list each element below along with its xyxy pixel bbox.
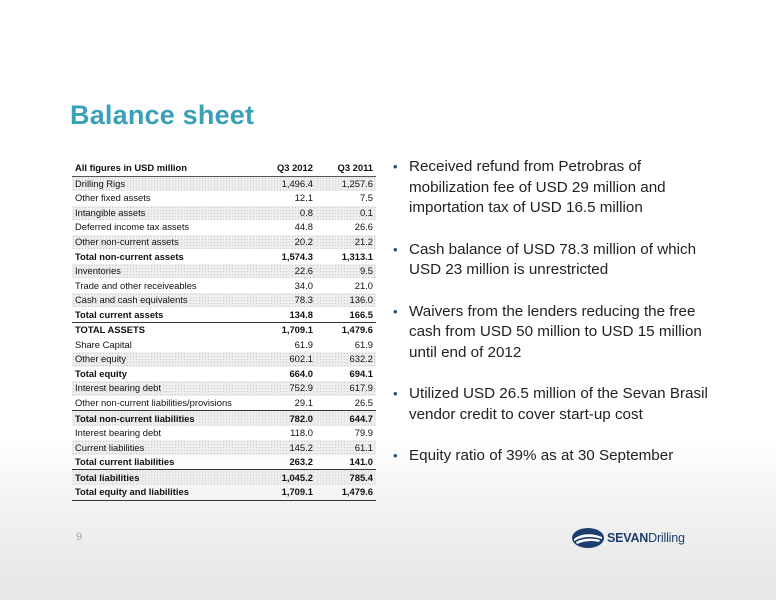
row-value-q3-2011: 694.1 xyxy=(349,367,373,379)
bullet-item xyxy=(393,302,723,364)
table-row xyxy=(72,191,376,206)
table-header-q3-2011: Q3 2011 xyxy=(316,161,376,176)
table-row xyxy=(72,352,376,367)
row-value-q3-2011: 617.9 xyxy=(316,381,376,396)
row-label: Interest bearing debt xyxy=(72,381,252,396)
table-row xyxy=(72,220,376,235)
table-row xyxy=(72,411,376,426)
row-value-q3-2012: 22.6 xyxy=(252,264,316,279)
table-row xyxy=(72,264,376,279)
bullet-item xyxy=(393,384,723,425)
sevan-logo-icon xyxy=(571,527,605,549)
row-label: Other non-current liabilities/provisions xyxy=(75,397,232,409)
table-row xyxy=(72,307,376,322)
bullet-text: Equity ratio of 39% as at 30 September xyxy=(409,447,674,464)
row-label: Share Capital xyxy=(75,338,132,350)
row-value-q3-2011: 9.5 xyxy=(316,264,376,279)
table-row xyxy=(72,367,376,382)
row-label: TOTAL ASSETS xyxy=(72,323,252,338)
row-value-q3-2012: 61.9 xyxy=(294,338,313,350)
logo-text-light: Drilling xyxy=(648,531,685,545)
row-value-q3-2011: 61.9 xyxy=(354,338,373,350)
row-value-q3-2012: 1,709.1 xyxy=(252,485,316,500)
row-label: Total current liabilities xyxy=(75,456,175,468)
table-row xyxy=(72,176,376,191)
table-row xyxy=(72,440,376,455)
page-title: Balance sheet xyxy=(70,100,255,130)
bullet-text: Waivers from the lenders reducing the free cash from USD 50 million to USD 15 million until end of 2012 xyxy=(409,302,702,361)
bullet-item xyxy=(393,446,723,467)
row-value-q3-2012: 1,496.4 xyxy=(252,176,316,191)
row-label: Intangible assets xyxy=(72,206,252,221)
row-label: Drilling Rigs xyxy=(72,176,252,191)
table-row xyxy=(72,470,376,485)
row-value-q3-2011: 1,479.6 xyxy=(316,485,376,500)
row-value-q3-2012: 602.1 xyxy=(252,352,316,367)
bullet-dot-icon: • xyxy=(393,303,398,319)
row-label: Deferred income tax assets xyxy=(75,221,190,233)
row-value-q3-2012: 118.0 xyxy=(290,427,313,439)
table-header-label: All figures in USD million xyxy=(72,161,252,176)
row-value-q3-2012: 782.0 xyxy=(252,411,316,426)
table-row xyxy=(72,455,376,470)
table-row xyxy=(72,278,376,293)
row-value-q3-2012: 145.2 xyxy=(252,440,316,455)
row-label: Total equity and liabilities xyxy=(72,485,252,500)
row-value-q3-2012: 20.2 xyxy=(252,235,316,250)
row-label: Other non-current assets xyxy=(72,235,252,250)
bullet-text: Cash balance of USD 78.3 million of which USD 23 million is unrestricted xyxy=(409,240,697,278)
balance-sheet-table xyxy=(72,161,376,501)
page-number: 9 xyxy=(76,531,83,543)
row-value-q3-2011: 1,479.6 xyxy=(316,323,376,338)
bullet-dot-icon: • xyxy=(393,386,398,401)
bullet-item xyxy=(393,240,723,281)
row-value-q3-2012: 1,045.2 xyxy=(252,470,316,485)
bullet-list xyxy=(393,157,723,488)
row-value-q3-2012: 34.0 xyxy=(294,279,313,291)
bullet-text: Received refund from Petrobras of mobilization fee of USD 29 million and importation tax of USD 16.5 million xyxy=(409,158,666,216)
row-value-q3-2011: 141.0 xyxy=(349,456,373,468)
row-label: Total equity xyxy=(75,367,127,379)
row-value-q3-2012: 1,574.3 xyxy=(281,250,313,262)
row-label: Total current assets xyxy=(75,308,164,320)
bullet-text: Utilized USD 26.5 million of the Sevan Brasil vendor credit to cover start-up cost xyxy=(409,385,708,423)
table-row xyxy=(72,293,376,308)
row-value-q3-2011: 1,313.1 xyxy=(341,250,373,262)
row-label: Inventories xyxy=(72,264,252,279)
table-row xyxy=(72,485,376,500)
company-logo xyxy=(571,525,685,551)
row-value-q3-2011: 785.4 xyxy=(316,470,376,485)
table-header-q3-2012: Q3 2012 xyxy=(252,161,316,176)
row-label: Interest bearing debt xyxy=(75,427,161,439)
table-row xyxy=(72,206,376,221)
row-value-q3-2011: 136.0 xyxy=(316,293,376,308)
row-label: Total non-current assets xyxy=(75,250,184,262)
row-value-q3-2012: 752.9 xyxy=(252,381,316,396)
row-value-q3-2012: 44.8 xyxy=(294,221,313,233)
row-value-q3-2011: 7.5 xyxy=(359,192,373,204)
row-value-q3-2011: 21.0 xyxy=(354,279,373,291)
row-value-q3-2011: 61.1 xyxy=(316,440,376,455)
row-value-q3-2011: 632.2 xyxy=(316,352,376,367)
row-value-q3-2012: 664.0 xyxy=(289,367,313,379)
row-value-q3-2012: 12.1 xyxy=(294,192,313,204)
row-value-q3-2011: 0.1 xyxy=(316,206,376,221)
row-value-q3-2012: 1,709.1 xyxy=(252,323,316,338)
row-label: Other equity xyxy=(72,352,252,367)
row-value-q3-2011: 1,257.6 xyxy=(316,176,376,191)
bullet-item xyxy=(393,157,723,219)
table-row xyxy=(72,249,376,264)
logo-text xyxy=(607,531,685,545)
row-label: Trade and other receiveables xyxy=(75,279,197,291)
row-label: Other fixed assets xyxy=(75,192,151,204)
row-value-q3-2011: 26.6 xyxy=(354,221,373,233)
row-label: Total liabilities xyxy=(72,470,252,485)
row-value-q3-2012: 29.1 xyxy=(294,397,313,409)
bullet-dot-icon: • xyxy=(393,241,398,257)
row-value-q3-2012: 78.3 xyxy=(252,293,316,308)
row-label: Total non-current liabilities xyxy=(72,411,252,426)
row-label: Cash and cash equivalents xyxy=(72,293,252,308)
table-row xyxy=(72,426,376,441)
row-value-q3-2011: 644.7 xyxy=(316,411,376,426)
row-value-q3-2011: 79.9 xyxy=(354,427,373,439)
table-row xyxy=(72,323,376,338)
row-value-q3-2012: 134.8 xyxy=(289,308,313,320)
row-value-q3-2011: 21.2 xyxy=(316,235,376,250)
row-value-q3-2012: 0.8 xyxy=(252,206,316,221)
table-header-row xyxy=(72,161,376,176)
table-row xyxy=(72,235,376,250)
logo-text-bold: SEVAN xyxy=(607,531,649,545)
bullet-dot-icon: • xyxy=(393,448,398,463)
row-label: Current liabilities xyxy=(72,440,252,455)
row-value-q3-2011: 166.5 xyxy=(349,308,373,320)
bullet-dot-icon: • xyxy=(393,159,398,174)
table-row xyxy=(72,381,376,396)
row-value-q3-2011: 26.5 xyxy=(354,397,373,409)
table-row xyxy=(72,338,376,353)
row-value-q3-2012: 263.2 xyxy=(289,456,313,468)
table-row xyxy=(72,396,376,411)
